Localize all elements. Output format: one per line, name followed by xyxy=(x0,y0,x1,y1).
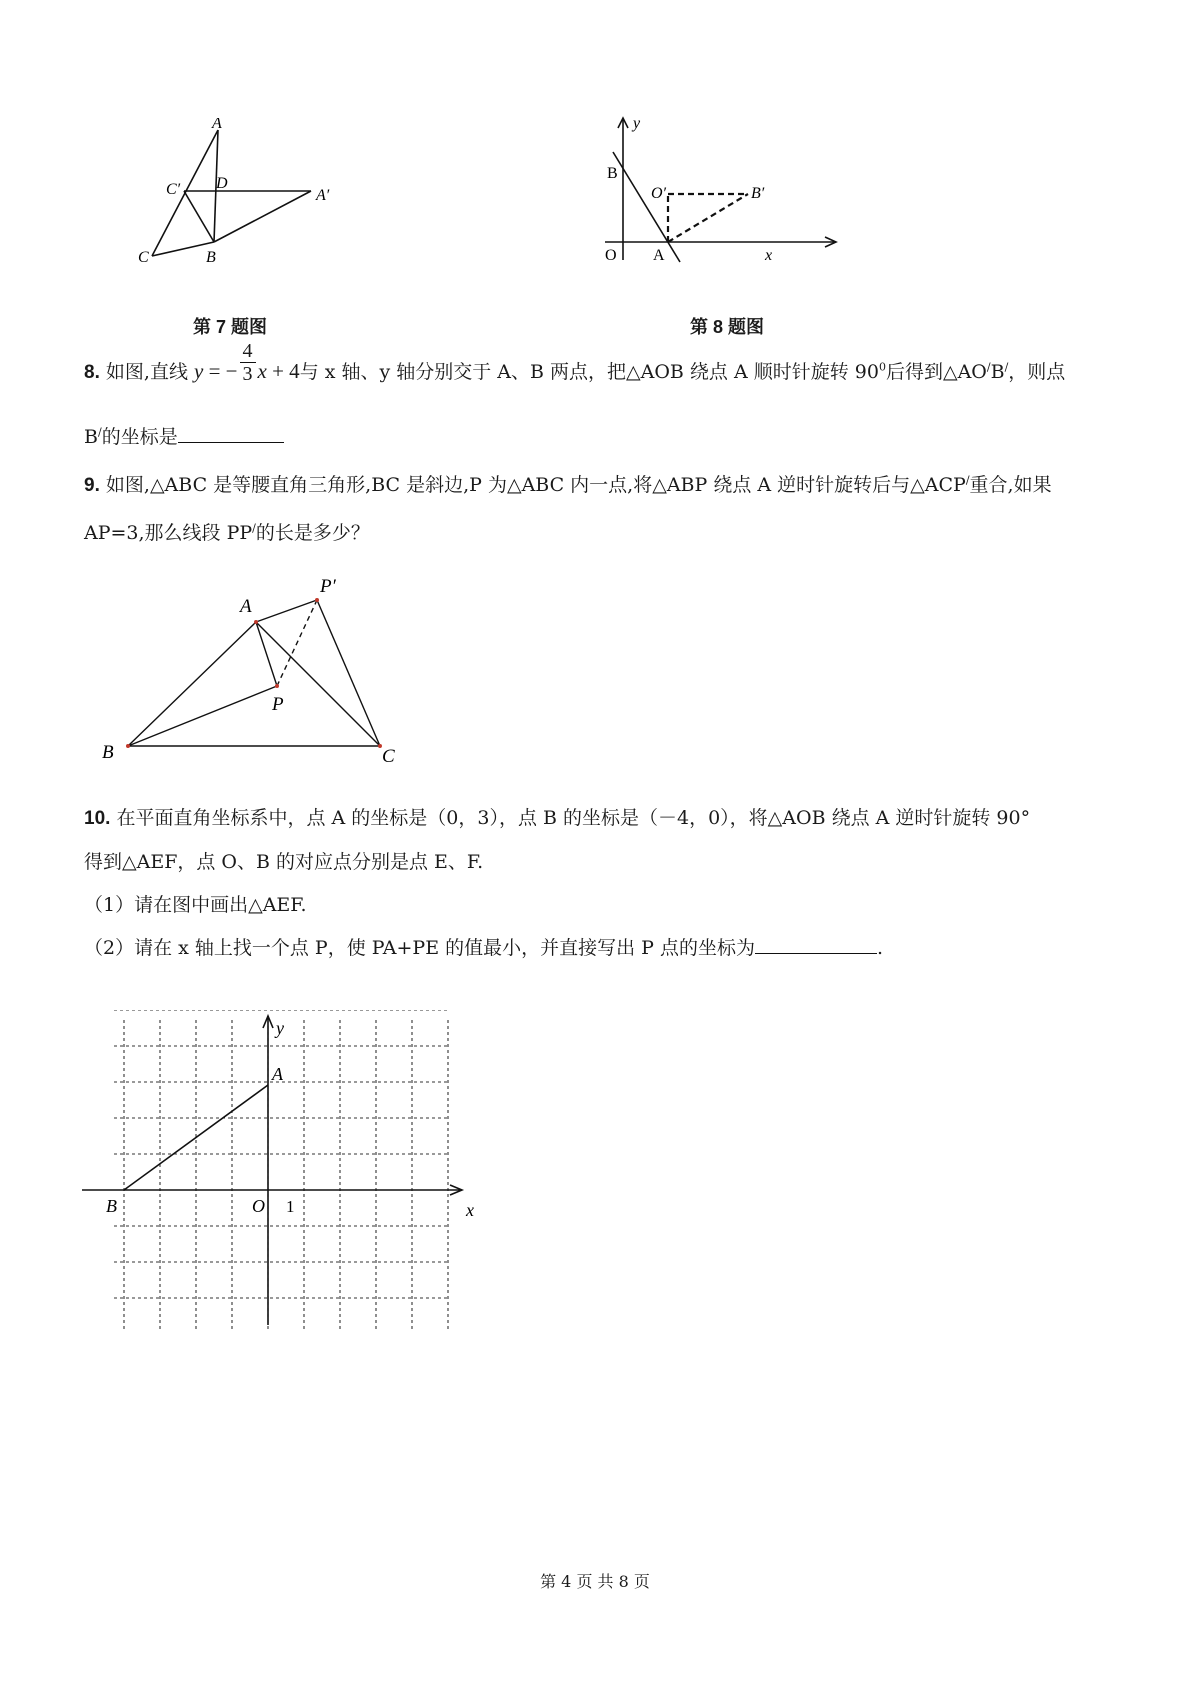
figure-8-caption: 第 8 题图 xyxy=(690,317,765,337)
q8-degree: 0 xyxy=(878,360,886,374)
q8-fraction xyxy=(240,340,256,385)
q8-frac-num: 4 xyxy=(240,340,256,363)
fig8-label-o-prime: O′ xyxy=(651,185,667,202)
q8-text-after: 与 x 轴、y 轴分别交于 A、B 两点，把△AOB 绕点 A 顺时针旋转 90 xyxy=(299,361,879,383)
question-8-line-1 xyxy=(84,339,1114,386)
fig7-label-b: B xyxy=(206,249,216,266)
fig7-label-a-prime: A′ xyxy=(316,187,330,204)
fig9-label-a: A xyxy=(240,596,252,617)
q10-part2-text: （2）请在 x 轴上找一个点 P，使 PA+PE 的值最小，并直接写出 P 点的坐标为 xyxy=(84,937,755,959)
fig7-label-c-prime: C′ xyxy=(166,181,181,198)
question-10-line-2: 得到△AEF，点 O、B 的对应点分别是点 E、F. xyxy=(84,851,484,873)
figure-10-grid xyxy=(82,1010,482,1330)
fig10-label-o: O xyxy=(252,1196,265,1216)
fig9-label-p: P xyxy=(272,694,284,715)
fig8-label-o: O xyxy=(605,247,617,264)
question-10-line-1 xyxy=(84,805,1114,832)
question-10-number: 10. xyxy=(84,808,111,829)
figure-8 xyxy=(605,112,845,282)
fig10-label-b: B xyxy=(106,1196,117,1216)
figure-7-caption: 第 7 题图 xyxy=(193,317,268,337)
q8-line2-a: B xyxy=(84,426,98,448)
question-9-number: 9. xyxy=(84,475,100,496)
q8-eq-eq: = − xyxy=(203,359,238,383)
fig9-label-b: B xyxy=(102,742,114,763)
fig8-label-x: x xyxy=(765,247,773,264)
question-9-line-2 xyxy=(84,520,1114,546)
fig7-label-d: D xyxy=(216,175,228,192)
fig10-label-one: 1 xyxy=(286,1197,295,1216)
fig7-label-a: A xyxy=(212,118,222,132)
figure-9 xyxy=(90,570,410,770)
q8-prime-1: / xyxy=(986,360,991,374)
q9-line2-b: 的长是多少？ xyxy=(255,522,370,544)
q9-line2-a: AP=3,那么线段 PP xyxy=(84,522,253,544)
q8-text-after3: B xyxy=(990,361,1005,383)
question-9-line-1 xyxy=(84,472,1114,499)
q8-eq-tail: + 4 xyxy=(266,359,300,383)
q8-text-after2: 后得到△AO xyxy=(885,361,987,383)
figure-7 xyxy=(130,118,370,278)
q8-frac-den: 3 xyxy=(242,362,253,385)
q8-line2-prime: / xyxy=(97,425,102,439)
fig8-label-b: B xyxy=(607,165,618,182)
fig10-label-y: y xyxy=(276,1018,284,1038)
q8-eq-x: x xyxy=(257,359,267,383)
fig7-label-c: C xyxy=(138,249,149,266)
q8-prime-2: / xyxy=(1004,360,1009,374)
q10-part2-end: . xyxy=(877,937,884,959)
q8-text-after4: ，则点 xyxy=(1008,361,1066,383)
fig8-label-a: A xyxy=(653,247,665,264)
q8-answer-blank[interactable] xyxy=(178,424,284,443)
fig9-label-p-prime: P′ xyxy=(320,576,336,597)
q9-line1-a: 如图,△ABC 是等腰直角三角形,BC 是斜边,P 为△ABC 内一点,将△ABP 绕点 A 逆时针旋转后与△ACP xyxy=(99,474,966,496)
fig8-label-b-prime: B′ xyxy=(751,185,765,202)
q10-answer-blank[interactable] xyxy=(755,935,877,954)
q8-line2-b: 的坐标是 xyxy=(101,426,178,448)
fig9-label-c: C xyxy=(382,746,395,767)
question-10-part-1: （1）请在图中画出△AEF. xyxy=(84,894,307,916)
q9-line1-b: 重合,如果 xyxy=(969,474,1052,496)
question-8-number: 8. xyxy=(84,362,100,383)
fig10-label-x: x xyxy=(466,1200,474,1220)
fig10-label-a: A xyxy=(272,1064,283,1084)
question-8-line-2 xyxy=(84,424,1114,450)
q8-text-before: 如图,直线 xyxy=(99,361,188,383)
question-10-part-2 xyxy=(84,935,1114,961)
fig8-label-y: y xyxy=(633,115,641,132)
q9-line1-prime: / xyxy=(965,473,970,487)
q8-eq-y: y xyxy=(194,359,204,383)
page-footer: 第 4 页 共 8 页 xyxy=(540,1572,650,1591)
q9-line2-prime: / xyxy=(252,521,256,535)
q10-line1: 在平面直角坐标系中，点 A 的坐标是（0，3），点 B 的坐标是（－4，0），将△AOB 绕点 A 逆时针旋转 90° xyxy=(110,807,1031,829)
